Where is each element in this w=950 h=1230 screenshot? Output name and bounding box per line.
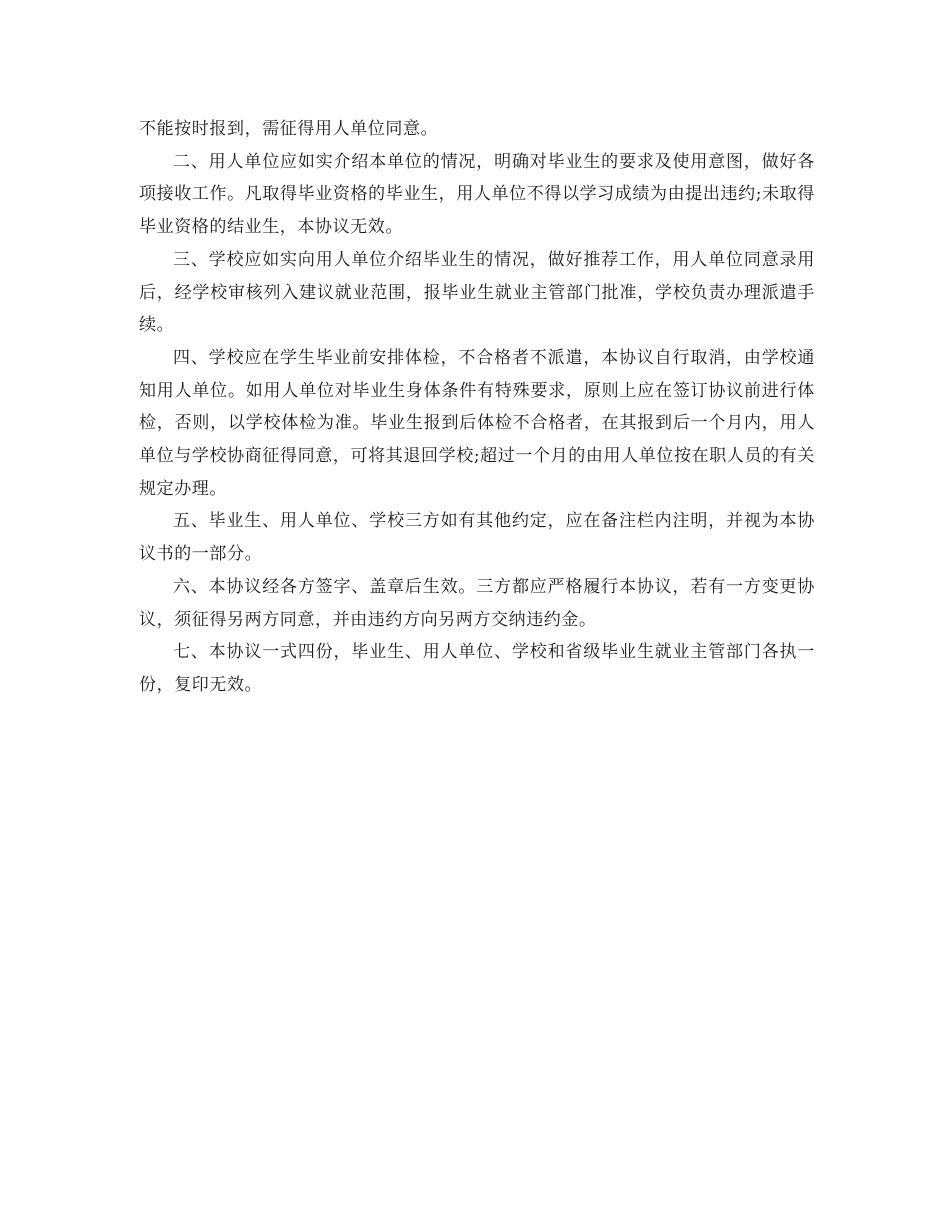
document-body <box>139 113 815 702</box>
paragraph-clause-6: 六、本协议经各方签字、盖章后生效。三方都应严格履行本协议，若有一方变更协议，须征得另两方同意，并由违约方向另两方交纳违约金。 <box>139 576 815 630</box>
paragraph-clause-7: 七、本协议一式四份，毕业生、用人单位、学校和省级毕业生就业主管部门各执一份，复印无效。 <box>139 642 815 695</box>
paragraph-clause-4: 四、学校应在学生毕业前安排体检，不合格者不派遣，本协议自行取消，由学校通知用人单位。如用人单位对毕业生身体条件有特殊要求，原则上应在签订协议前进行体检，否则，以学校体检为准。毕业生报到后体检不合格者，在其报到后一个月内，用人单位与学校协商征得同意，可将其退回学校;超过一个月的由用人单位按在职人员的有关规定办理。 <box>139 347 815 499</box>
paragraph-clause-2: 二、用人单位应如实介绍本单位的情况，明确对毕业生的要求及使用意图，做好各项接收工作。凡取得毕业资格的毕业生，用人单位不得以学习成绩为由提出违约;未取得毕业资格的结业生，本协议无效。 <box>139 151 815 238</box>
paragraph-clause-5: 五、毕业生、用人单位、学校三方如有其他约定，应在备注栏内注明，并视为本协议书的一部分。 <box>139 511 815 565</box>
paragraph-continuation: 不能按时报到，需征得用人单位同意。 <box>139 119 439 139</box>
paragraph-clause-3: 三、学校应如实向用人单位介绍毕业生的情况，做好推荐工作，用人单位同意录用后，经学校审核列入建议就业范围，报毕业生就业主管部门批准，学校负责办理派遣手续。 <box>139 249 815 336</box>
